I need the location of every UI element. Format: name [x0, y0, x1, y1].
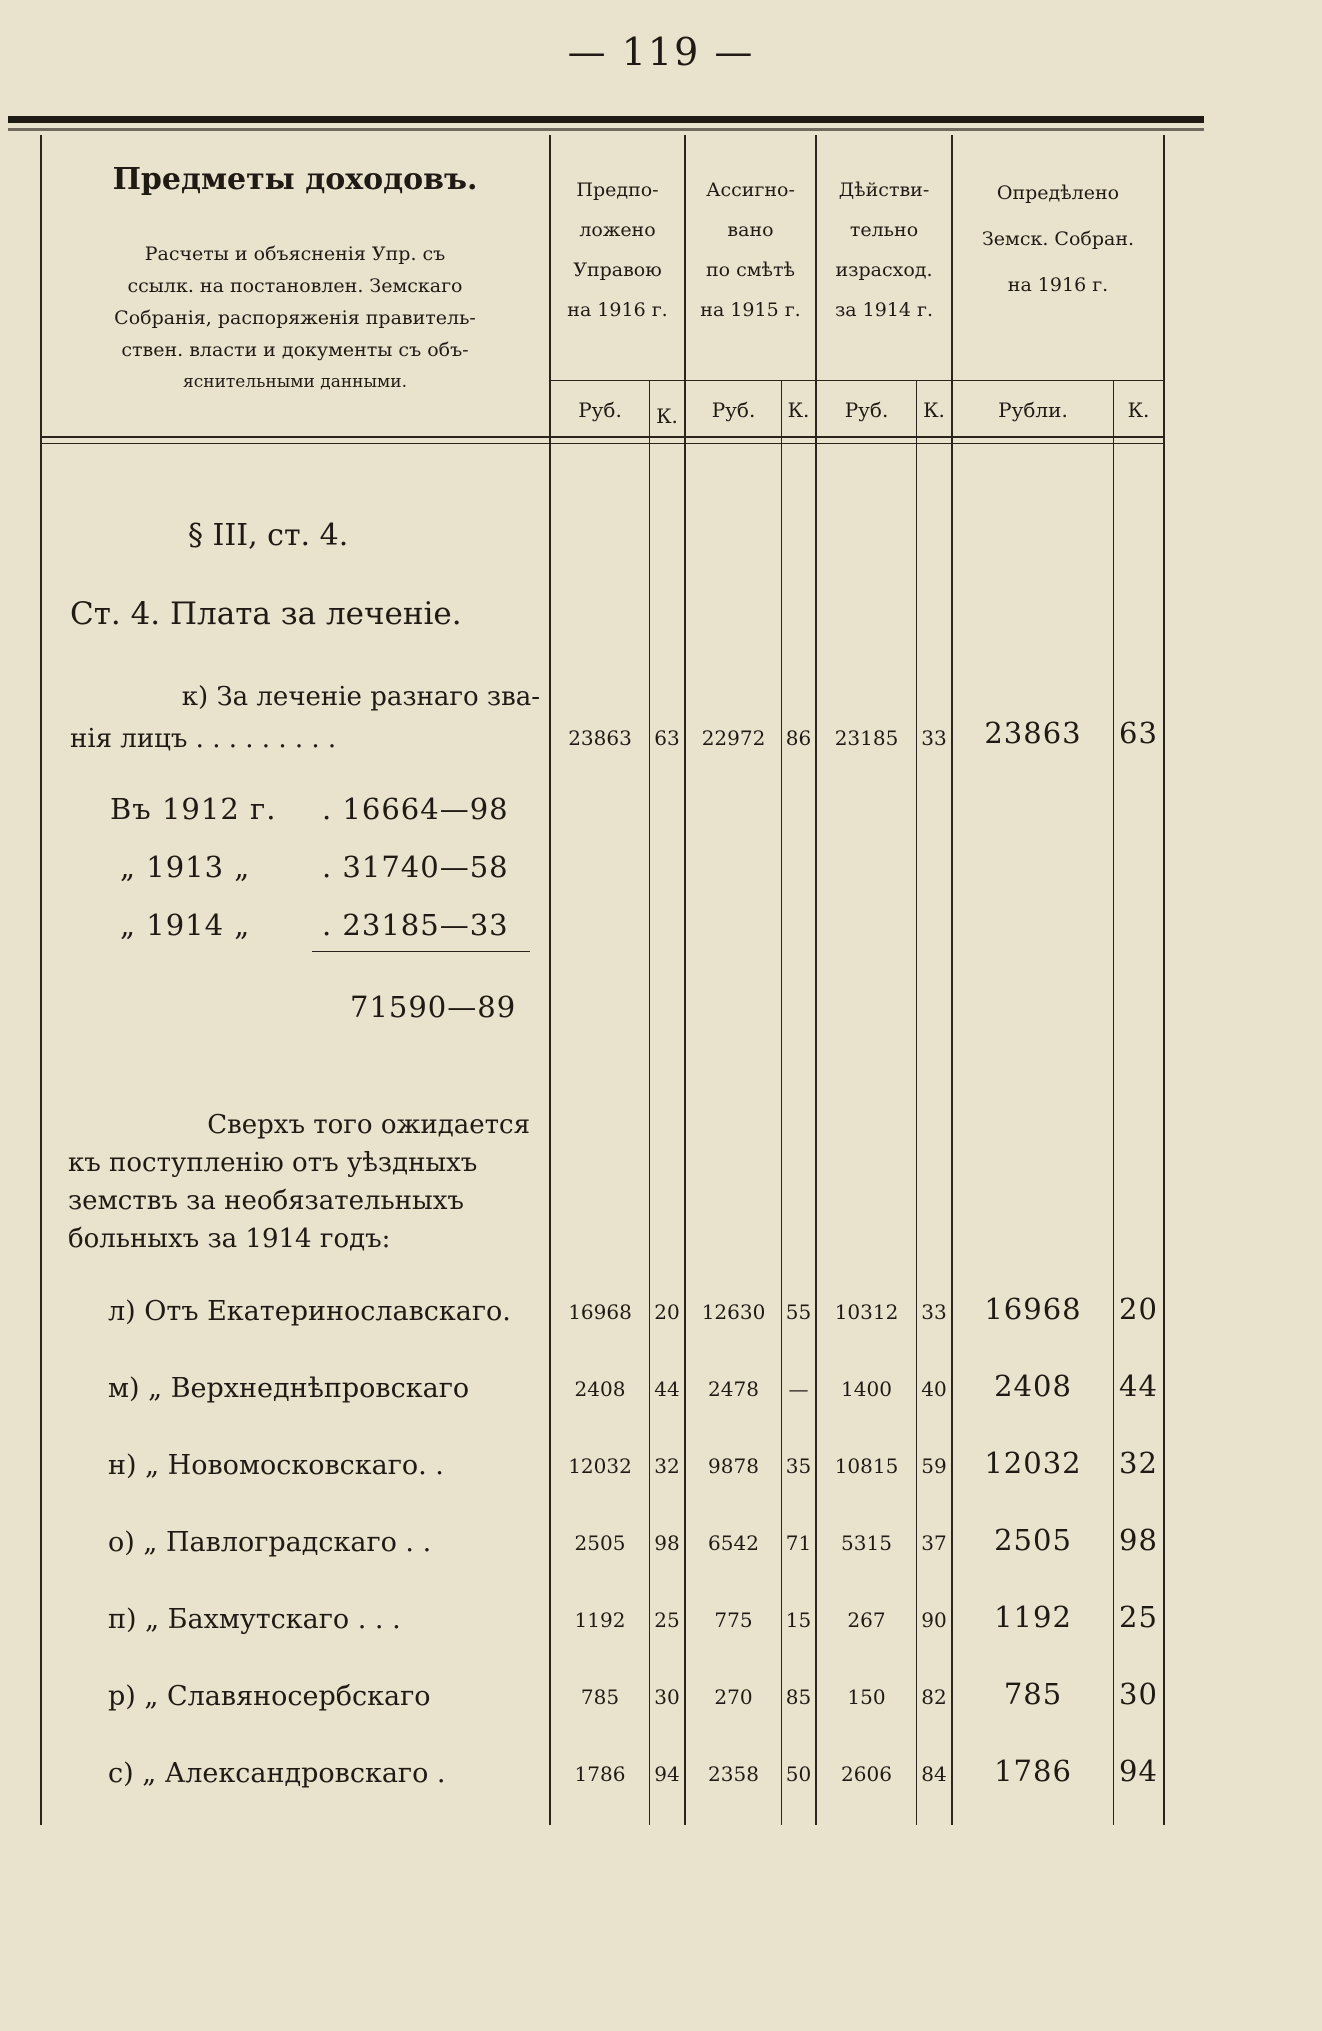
subtitle-line: ссылк. на постановлен. Земскаго — [127, 275, 463, 297]
col-header-line: за 1914 г. — [834, 299, 934, 321]
row-value-c4-kop: 94 — [1119, 1754, 1158, 1788]
article-title: Ст. 4. Плата за леченіе. — [70, 596, 462, 632]
col-header-line: по смѣтѣ — [706, 259, 795, 281]
col-header-line: Предпо- — [576, 179, 659, 201]
row-value-c4-kop: 32 — [1119, 1446, 1158, 1480]
row-value-c2-kop: — — [788, 1377, 809, 1401]
col-determined-header — [953, 170, 1163, 308]
section-heading: § III, ст. 4. — [188, 518, 349, 553]
header-bottom-rule — [40, 436, 1165, 438]
unit-rub-c2: Руб. — [711, 398, 756, 422]
unit-kop-c2: К. — [787, 398, 810, 422]
border-c2-right — [815, 135, 817, 1825]
row-value-c2-kop: 35 — [785, 1454, 812, 1478]
row-value-c1-rub: 1192 — [574, 1608, 626, 1632]
row-value-c1-rub: 2408 — [574, 1377, 626, 1401]
row-value-c2-rub: 775 — [714, 1608, 753, 1632]
row-value-c4-rub: 1786 — [994, 1754, 1072, 1788]
row-value-c1-rub: 785 — [580, 1685, 620, 1709]
row-value-c4-rub: 12032 — [984, 1446, 1082, 1480]
border-left — [40, 135, 42, 1825]
row-value-c2-kop: 85 — [785, 1685, 812, 1709]
col-header-line: ложено — [579, 219, 656, 241]
row-value-c2-rub: 270 — [714, 1685, 753, 1709]
item-k-c4-kop: 63 — [1119, 716, 1158, 750]
item-k-c4-rub: 23863 — [984, 716, 1082, 750]
col-header-line: Ассигно- — [706, 179, 795, 201]
row-label: р) „ Славяносербскаго — [108, 1681, 431, 1712]
row-value-c2-rub: 9878 — [708, 1454, 759, 1478]
col-header-line: на 1916 г. — [567, 299, 668, 321]
row-value-c4-kop: 20 — [1119, 1292, 1158, 1326]
row-value-c1-kop: 44 — [654, 1377, 680, 1401]
year-1913-label: „ 1913 „ — [120, 850, 251, 884]
header-bottom-rule-2 — [40, 443, 1165, 444]
note-line: земствъ за необязательныхъ — [68, 1186, 464, 1216]
row-value-c4-rub: 785 — [1003, 1677, 1063, 1711]
row-label: о) „ Павлоградскаго . . — [108, 1527, 432, 1558]
row-value-c3-rub: 5315 — [841, 1531, 892, 1555]
row-label: п) „ Бахмутскаго . . . — [108, 1604, 401, 1635]
col-header-line: Дѣйстви- — [838, 179, 930, 201]
row-value-c3-rub: 10815 — [834, 1454, 899, 1478]
col-header-line: тельно — [849, 219, 919, 241]
unit-kop-c4: К. — [1127, 398, 1150, 422]
row-value-c4-rub: 16968 — [984, 1292, 1082, 1326]
item-k-line: нія лицъ . . . . . . . . . — [70, 724, 337, 754]
col-header-line: израсход. — [835, 259, 933, 281]
year-1914-value: . 23185—33 — [322, 908, 509, 942]
col-header-line: на 1916 г. — [1007, 274, 1109, 296]
note-paragraph — [68, 1106, 530, 1258]
row-value-c4-kop: 98 — [1119, 1523, 1158, 1557]
row-value-c3-rub: 267 — [847, 1608, 886, 1632]
row-value-c4-kop: 44 — [1119, 1369, 1158, 1403]
row-value-c1-kop: 94 — [654, 1762, 680, 1786]
note-line: больныхъ за 1914 годъ: — [68, 1224, 391, 1254]
row-label: л) Отъ Екатеринославскаго. — [108, 1296, 511, 1327]
row-value-c1-kop: 32 — [654, 1454, 680, 1478]
row-value-c3-kop: 90 — [921, 1608, 947, 1632]
row-value-c4-rub: 2408 — [994, 1369, 1072, 1403]
row-value-c1-kop: 20 — [654, 1300, 680, 1324]
note-line: Сверхъ того ожидается — [207, 1110, 530, 1140]
row-value-c2-rub: 2478 — [708, 1377, 759, 1401]
row-value-c1-rub: 2505 — [574, 1531, 626, 1555]
row-value-c2-rub: 2358 — [708, 1762, 759, 1786]
row-label: с) „ Александровскаго . — [108, 1758, 446, 1789]
row-value-c1-rub: 16968 — [568, 1300, 632, 1324]
row-value-c3-kop: 37 — [921, 1531, 947, 1555]
row-value-c4-kop: 25 — [1119, 1600, 1158, 1634]
border-c3-right — [951, 135, 953, 1825]
col-header-line: Опредѣлено — [996, 182, 1120, 204]
subtitle-line: яснительными данными. — [183, 372, 407, 392]
subtitle-line: Собранія, распоряженія правитель- — [114, 307, 476, 329]
unit-kop-c3: К. — [923, 398, 945, 422]
row-value-c3-rub: 1400 — [841, 1377, 892, 1401]
years-total: 71590—89 — [350, 990, 517, 1024]
row-value-c1-rub: 1786 — [574, 1762, 626, 1786]
row-value-c4-rub: 1192 — [994, 1600, 1072, 1634]
page-number: — 119 — — [567, 30, 755, 74]
year-1912-value: . 16664—98 — [322, 792, 509, 826]
sum-underline — [312, 951, 530, 952]
col-spent-header — [817, 170, 951, 330]
subtitle-line: Расчеты и объясненія Упр. съ — [144, 243, 446, 265]
row-value-c2-kop: 15 — [785, 1608, 812, 1632]
note-line: къ поступленію отъ уѣздныхъ — [68, 1148, 478, 1178]
main-column-subtitle — [50, 238, 540, 398]
year-1912-label: Въ 1912 г. — [110, 792, 277, 826]
year-1913-value: . 31740—58 — [322, 850, 509, 884]
year-1914-label: „ 1914 „ — [120, 908, 251, 942]
row-value-c4-kop: 30 — [1119, 1677, 1158, 1711]
item-k-c3-kop: 33 — [921, 726, 947, 750]
item-k-c1-rub: 23863 — [568, 726, 632, 750]
row-value-c3-kop: 84 — [921, 1762, 947, 1786]
row-value-c1-kop: 30 — [654, 1685, 680, 1709]
item-k-label — [70, 680, 540, 756]
row-value-c3-rub: 2606 — [841, 1762, 892, 1786]
unit-kop-c1: К. — [656, 404, 678, 428]
row-value-c1-rub: 12032 — [568, 1454, 632, 1478]
border-right — [1163, 135, 1165, 1825]
item-k-c2-kop: 86 — [785, 726, 812, 750]
item-k-c3-rub: 23185 — [834, 726, 899, 750]
row-value-c4-rub: 2505 — [994, 1523, 1072, 1557]
row-value-c3-kop: 82 — [921, 1685, 947, 1709]
col-header-line: Управою — [573, 259, 662, 281]
unit-rub-c4: Рубли. — [998, 398, 1068, 422]
item-k-c1-kop: 63 — [654, 726, 680, 750]
subtitle-line: ствен. власти и документы съ объ- — [121, 339, 469, 361]
units-top-rule — [551, 380, 1163, 381]
border-c1-right — [684, 135, 686, 1825]
row-value-c3-kop: 40 — [921, 1377, 947, 1401]
main-column-title: Предметы доходовъ. — [112, 162, 478, 197]
row-value-c2-kop: 71 — [785, 1531, 812, 1555]
col-header-line: на 1915 г. — [700, 299, 801, 321]
row-value-c1-kop: 98 — [654, 1531, 680, 1555]
item-k-c2-rub: 22972 — [701, 726, 766, 750]
row-value-c3-kop: 33 — [921, 1300, 947, 1324]
row-label: н) „ Новомосковскаго. . — [108, 1450, 444, 1481]
row-value-c3-kop: 59 — [921, 1454, 947, 1478]
col-proposed-header — [551, 170, 684, 330]
row-value-c2-kop: 55 — [785, 1300, 812, 1324]
col-header-line: вано — [727, 219, 774, 241]
row-value-c2-rub: 6542 — [708, 1531, 759, 1555]
unit-rub-c1: Руб. — [578, 398, 622, 422]
col-assigned-header — [686, 170, 815, 330]
row-label: м) „ Верхнеднѣпровскаго — [108, 1373, 470, 1404]
row-value-c3-rub: 150 — [847, 1685, 886, 1709]
row-value-c2-kop: 50 — [785, 1762, 812, 1786]
unit-rub-c3: Руб. — [844, 398, 889, 422]
row-value-c2-rub: 12630 — [701, 1300, 766, 1324]
col-header-line: Земск. Собран. — [981, 228, 1135, 250]
border-label-right — [549, 135, 551, 1825]
row-value-c1-kop: 25 — [654, 1608, 680, 1632]
row-value-c3-rub: 10312 — [834, 1300, 899, 1324]
item-k-line: к) За леченіе разнаго зва- — [181, 682, 540, 712]
